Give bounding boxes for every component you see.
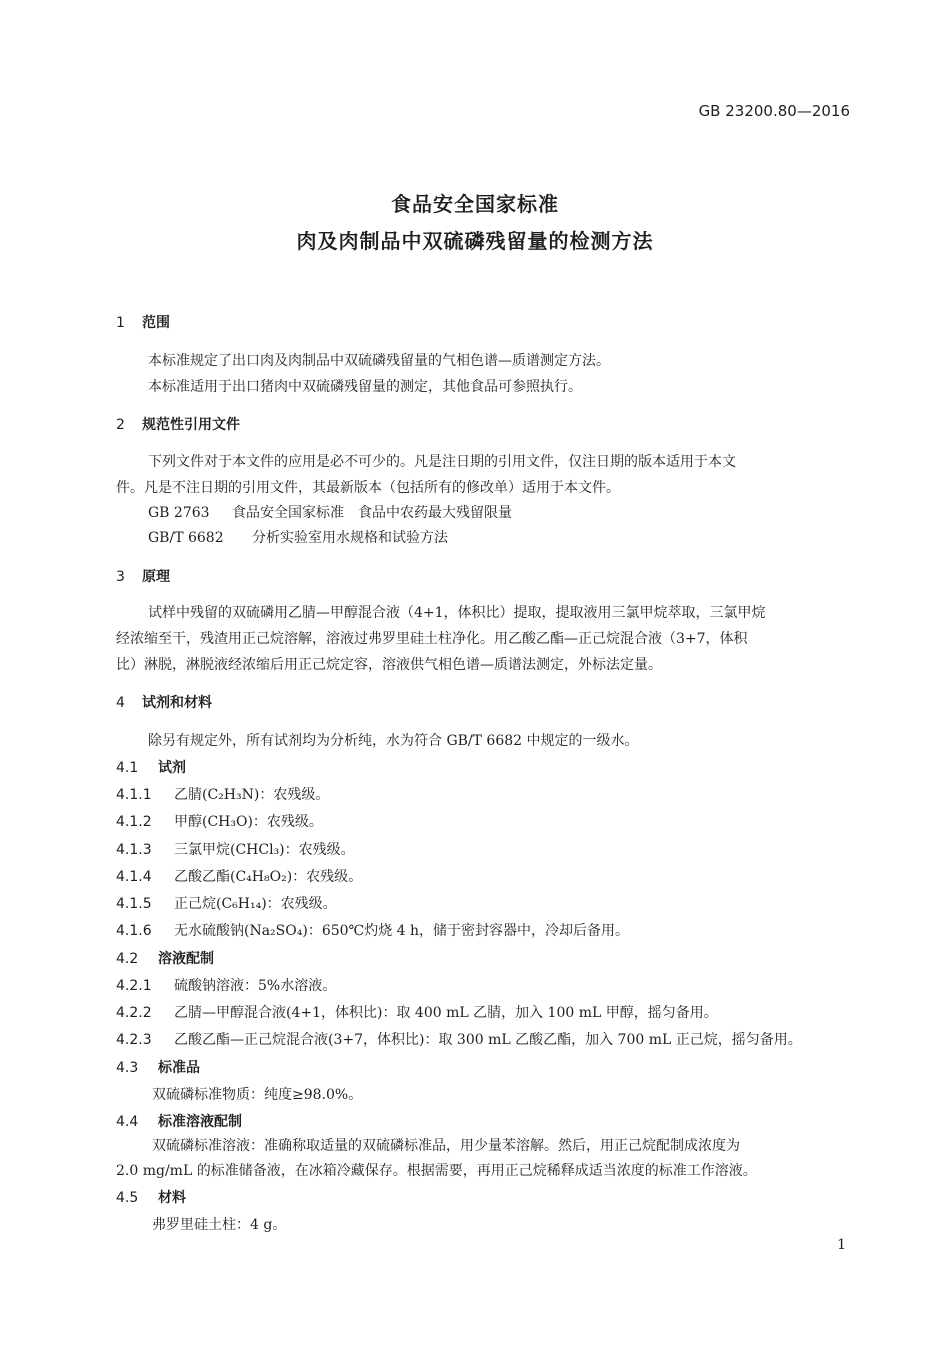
title-line-2: 肉及肉制品中双硫磷残留量的检测方法 [296,229,654,253]
item-number: 4.2.1 [116,978,152,994]
item-number: 4.1.3 [116,842,152,858]
item-number: 4.1.4 [116,869,152,885]
page-number: 1 [837,1237,846,1253]
reagent-item [116,866,362,886]
standard-number: GB 23200.80—2016 [698,102,850,120]
item-number: 4.1.6 [116,923,152,939]
section-number: 1 [116,315,125,331]
subsection-4-2-heading [116,948,214,968]
reference-1 [148,502,512,522]
item-number: 4.2.3 [116,1032,152,1048]
paragraph: 双硫磷标准物质：纯度≥98.0%。 [152,1087,363,1103]
paragraph: 下列文件对于本文件的应用是必不可少的。凡是注日期的引用文件，仅注日期的版本适用于本文 [148,454,736,470]
title-line-1: 食品安全国家标准 [391,192,559,216]
reference-code: GB/T 6682 [148,530,224,546]
item-text: 乙腈—甲醇混合液(4+1，体积比)：取 400 mL 乙腈，加入 100 mL 甲醇，摇匀备用。 [174,1005,718,1021]
reference-title: 食品安全国家标准 食品中农药最大残留限量 [232,505,512,521]
paragraph: 本标准规定了出口肉及肉制品中双硫磷残留量的气相色谱—质谱测定方法。 [148,353,610,369]
section-1-heading [116,312,170,332]
paragraph: 双硫磷标准溶液：准确称取适量的双硫磷标准品，用少量苯溶解。然后，用正己烷配制成浓度为 [152,1138,740,1154]
reference-2 [148,527,448,547]
section-2-heading [116,414,240,434]
subsection-title: 材料 [158,1190,186,1206]
item-text: 乙酸乙酯—正己烷混合液(3+7，体积比)：取 300 mL 乙酸乙酯，加入 700 mL 正己烷，摇匀备用。 [174,1032,802,1048]
subsection-title: 试剂 [158,760,186,776]
item-number: 4.2.2 [116,1005,152,1021]
paragraph: 比）淋脱，淋脱液经浓缩后用正己烷定容，溶液供气相色谱—质谱法测定，外标法定量。 [116,657,662,673]
item-text: 乙酸乙酯(C₄H₈O₂)：农残级。 [174,869,363,885]
section-4-heading [116,692,212,712]
reagent-item [116,893,337,913]
solution-item [116,975,336,995]
reagent-item [116,811,323,831]
item-text: 三氯甲烷(CHCl₃)：农残级。 [174,842,355,858]
section-title: 规范性引用文件 [142,417,240,433]
item-number: 4.1.1 [116,787,152,803]
reagent-item [116,920,629,940]
section-number: 2 [116,417,125,433]
section-number: 4 [116,695,125,711]
subsection-number: 4.5 [116,1190,139,1206]
item-text: 无水硫酸钠(Na₂SO₄)：650℃灼烧 4 h，储于密封容器中，冷却后备用。 [174,923,630,939]
paragraph: 弗罗里硅土柱：4 g。 [152,1217,287,1233]
reagent-item [116,784,329,804]
reagent-item [116,839,355,859]
subsection-4-3-heading [116,1057,200,1077]
subsection-4-4-heading [116,1111,242,1131]
item-number: 4.1.5 [116,896,152,912]
item-text: 硫酸钠溶液：5%水溶液。 [174,978,337,994]
subsection-title: 标准溶液配制 [158,1114,242,1130]
subsection-number: 4.1 [116,760,139,776]
paragraph: 经浓缩至干，残渣用正己烷溶解，溶液过弗罗里硅土柱净化。用乙酸乙酯—正己烷混合液（3+7，体积 [116,631,748,647]
solution-item [116,1002,718,1022]
paragraph: 试样中残留的双硫磷用乙腈—甲醇混合液（4+1，体积比）提取，提取液用三氯甲烷萃取，三氯甲烷 [148,605,766,621]
paragraph: 除另有规定外，所有试剂均为分析纯，水为符合 GB/T 6682 中规定的一级水。 [148,733,639,749]
section-3-heading [116,566,170,586]
section-title: 范围 [142,315,170,331]
solution-item [116,1029,802,1049]
subsection-number: 4.2 [116,951,139,967]
section-number: 3 [116,569,125,585]
paragraph: 件。凡是不注日期的引用文件，其最新版本（包括所有的修改单）适用于本文件。 [116,480,620,496]
section-title: 试剂和材料 [142,695,212,711]
subsection-4-1-heading [116,757,186,777]
paragraph: 2.0 mg/mL 的标准储备液，在冰箱冷藏保存。根据需要，再用正己烷稀释成适当浓度的标准工作溶液。 [116,1163,757,1179]
item-text: 正己烷(C₆H₁₄)：农残级。 [174,896,337,912]
subsection-4-5-heading [116,1187,186,1207]
item-number: 4.1.2 [116,814,152,830]
reference-title: 分析实验室用水规格和试验方法 [252,530,448,546]
section-title: 原理 [142,569,170,585]
subsection-number: 4.3 [116,1060,139,1076]
reference-code: GB 2763 [148,505,210,521]
subsection-title: 标准品 [158,1060,200,1076]
subsection-title: 溶液配制 [158,951,214,967]
paragraph: 本标准适用于出口猪肉中双硫磷残留量的测定，其他食品可参照执行。 [148,379,582,395]
item-text: 乙腈(C₂H₃N)：农残级。 [174,787,330,803]
subsection-number: 4.4 [116,1114,139,1130]
item-text: 甲醇(CH₃O)：农残级。 [174,814,323,830]
